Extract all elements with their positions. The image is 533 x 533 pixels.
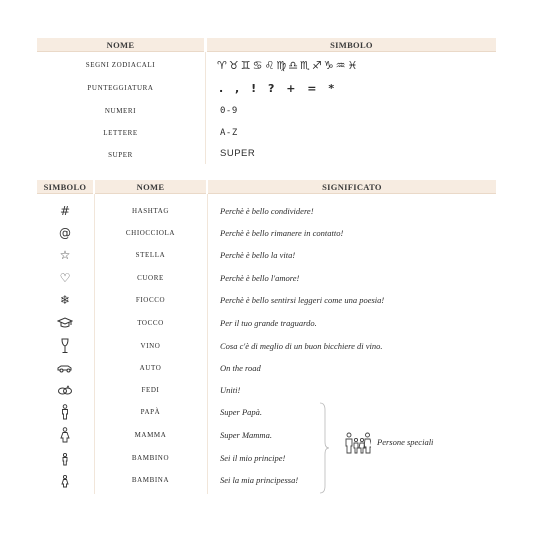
row-name: CUORE xyxy=(137,274,164,282)
wedding-rings-icon xyxy=(57,382,73,398)
row-name: BAMBINA xyxy=(131,476,170,484)
row-name: LETTERE xyxy=(103,129,138,137)
family-icon xyxy=(343,432,371,454)
family-note-label: Persone speciali xyxy=(377,437,434,447)
man-icon xyxy=(57,404,73,420)
wine-glass-icon xyxy=(57,338,73,354)
boy-icon xyxy=(57,450,73,466)
row-name: PAPÀ xyxy=(140,408,161,416)
row-meaning: Cosa c'è di meglio di un buon bicchiere di vino. xyxy=(220,341,383,351)
header-nome: NOME xyxy=(95,180,206,194)
row-name: FIOCCO xyxy=(135,296,166,304)
row-name: AUTO xyxy=(139,364,162,372)
header-nome: NOME xyxy=(37,38,204,52)
family-bracket xyxy=(318,402,330,494)
letters-symbols: A-Z xyxy=(220,128,238,138)
row-name: VINO xyxy=(140,342,161,350)
hashtag-icon: # xyxy=(59,204,71,218)
snowflake-icon: ❄ xyxy=(59,293,71,307)
punctuation-symbols: . , ! ? + = * xyxy=(219,81,336,95)
row-meaning: Per il tuo grande traguardo. xyxy=(220,318,317,328)
row-meaning: Perchè è bello l'amore! xyxy=(220,273,300,283)
car-icon xyxy=(57,360,73,376)
girl-icon xyxy=(57,472,73,488)
row-name: FEDI xyxy=(141,386,160,394)
row-name: BAMBINO xyxy=(131,454,170,462)
row-meaning: Perchè è bello condividere! xyxy=(220,206,314,216)
row-meaning: Super Papà. xyxy=(220,407,263,417)
row-meaning: Perchè è bello rimanere in contatto! xyxy=(220,228,344,238)
row-name: PUNTEGGIATURA xyxy=(87,84,154,92)
row-name: STELLA xyxy=(135,251,166,259)
zodiac-symbols: ♈♉♊♋♌♍♎♏♐♑♒♓ xyxy=(217,58,360,72)
row-meaning: Sei il mio principe! xyxy=(220,453,286,463)
row-name: TOCCO xyxy=(137,319,164,327)
row-name: NUMERI xyxy=(104,107,137,115)
row-name: SEGNI ZODIACALI xyxy=(85,61,156,69)
header-simbolo: SIMBOLO xyxy=(37,180,93,194)
row-meaning: Perchè è bello sentirsi leggeri come una poesia! xyxy=(220,295,385,305)
row-meaning: On the road xyxy=(220,363,261,373)
row-meaning: Super Mamma. xyxy=(220,430,272,440)
super-symbol: SUPER xyxy=(220,147,256,159)
row-meaning: Sei la mia principessa! xyxy=(220,475,299,485)
meanings-table xyxy=(37,180,496,495)
row-name: SUPER xyxy=(108,151,133,159)
row-meaning: Uniti! xyxy=(220,385,241,395)
at-sign-icon: @ xyxy=(59,226,71,240)
graduation-cap-icon xyxy=(57,315,73,331)
header-simbolo: SIMBOLO xyxy=(207,38,496,52)
heart-icon: ♡ xyxy=(59,271,71,285)
header-significato: SIGNIFICATO xyxy=(208,180,496,194)
row-name: HASHTAG xyxy=(131,207,170,215)
woman-icon xyxy=(57,427,73,443)
row-meaning: Perchè è bello la vita! xyxy=(220,250,296,260)
row-name: CHIOCCIOLA xyxy=(125,229,176,237)
star-icon: ☆ xyxy=(59,248,71,262)
symbols-table xyxy=(37,38,496,164)
row-name: MAMMA xyxy=(134,431,167,439)
numbers-symbols: 0-9 xyxy=(220,106,238,116)
